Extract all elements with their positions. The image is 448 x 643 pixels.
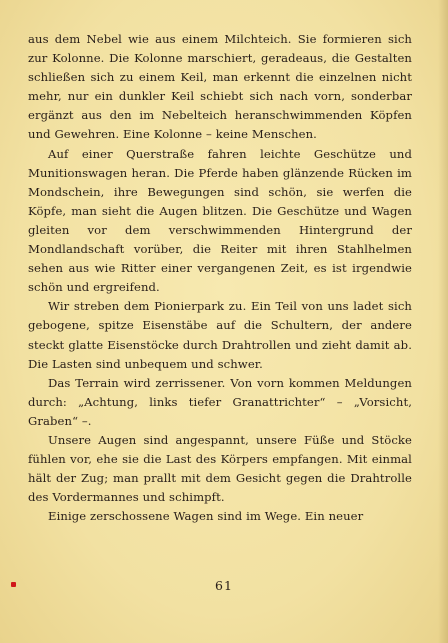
paragraph-6: Einige zerschossene Wagen sind im Wege. Ein neuer [48, 509, 364, 524]
paragraph-4: Das Terrain wird zerrissener. Von vorn kommen Meldungen durch: „Achtung, links tiefer Granattrichter“ – „Vorsicht, Graben“ –. [28, 375, 412, 428]
paragraph-1: aus dem Nebel wie aus einem Milchteich. Sie formieren sich zur Kolonne. Die Kolonne marschiert, geradeaus, die Gestalten schließen sich zu einem Keil, man erkennt die einzelnen nicht mehr, nur ein dunkler Keil schiebt sich nach vorn, sonderbar ergänzt aus den im Nebelteich heranschwimmenden Köpfen und Gewehren. Eine Kolonne – keine Menschen. [28, 32, 412, 142]
body-text [28, 30, 412, 526]
paragraph-5: Unsere Augen sind angespannt, unsere Füße und Stöcke fühlen vor, ehe sie die Last des Körpers empfangen. Mit einmal hält der Zug; man prallt mit dem Gesicht gegen die Drahtrolle des Vordermannes und schimpft. [28, 432, 412, 505]
page-number: 61 [215, 578, 233, 593]
paragraph-3: Wir streben dem Pionierpark zu. Ein Teil von uns ladet sich gebogene, spitze Eisenstäbe auf die Schultern, der andere steckt glatte Eisenstöcke durch Drahtrollen und zieht damit ab. Die Lasten sind unbequem und schwer. [28, 299, 412, 371]
paragraph-2: Auf einer Querstraße fahren leichte Geschütze und Munitionswagen heran. Die Pferde haben glänzende Rücken im Mondschein, ihre Bewegungen sind schön, sie werfen die Köpfe, man sieht die Augen blitzen. Die Geschütze und Wagen gleiten vor dem verschwimmenden Hintergrund der Mondlandschaft vorüber, die Reiter mit ihren Stahlhelmen sehen aus wie Ritter einer vergangenen Zeit, es ist irgendwie schön und ergreifend. [28, 146, 412, 295]
page-edge-shadow [438, 0, 448, 643]
